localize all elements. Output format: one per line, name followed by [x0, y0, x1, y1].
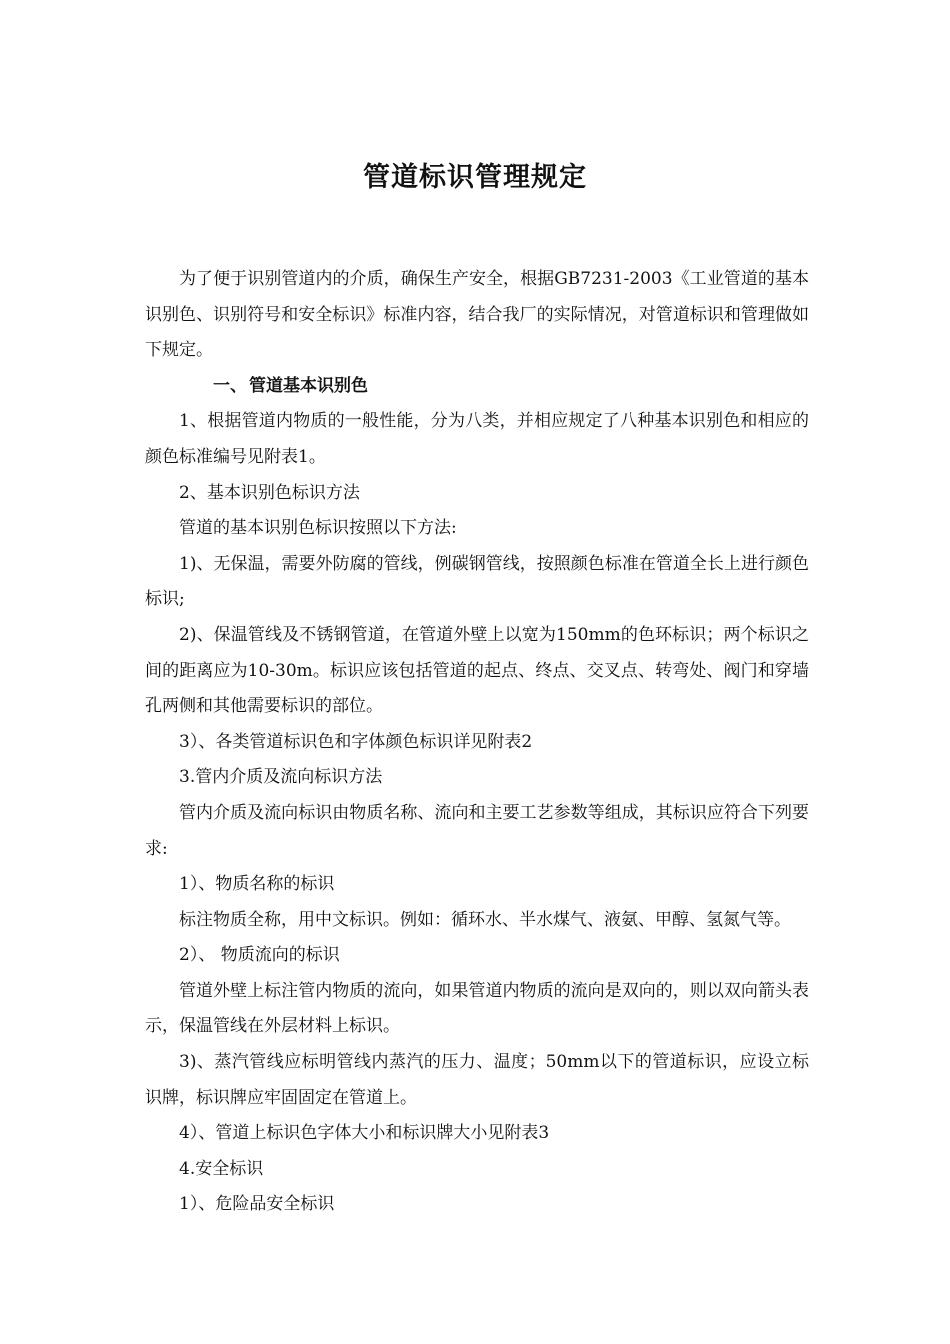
section-title: 管道基本识别色 [249, 375, 368, 396]
paragraph: 3.管内介质及流向标识方法 [179, 767, 383, 788]
paragraph: 管内介质及流向标识由物质名称、流向和主要工艺参数等组成，其标识应符合下列要求: [145, 802, 809, 859]
paragraph: 3)、蒸汽管线应标明管线内蒸汽的压力、温度；50mm以下的管道标识，应设立标识牌，标识牌应牢固固定在管道上。 [145, 1052, 809, 1108]
paragraph: 1)、无保温，需要外防腐的管线，例碳钢管线，按照颜色标准在管道全长上进行颜色标识; [145, 553, 809, 610]
paragraph: 1）、危险品安全标识 [179, 1194, 335, 1215]
section-heading [145, 369, 809, 405]
paragraph: 1、根据管道内物质的一般性能，分为八类，并相应规定了八种基本识别色和相应的颜色标准编号见附表1。 [145, 411, 809, 467]
paragraph: 管道的基本识别色标识按照以下方法: [179, 518, 457, 539]
paragraph: 3）、各类管道标识色和字体颜色标识详见附表2 [179, 731, 533, 752]
paragraph: 2)、保温管线及不锈钢管道，在管道外壁上以宽为150mm的色环标识；两个标识之间的距离应为10-30m。标识应该包括管道的起点、终点、交叉点、转弯处、阀门和穿墙孔两侧和其他需要标识的部位。 [145, 624, 809, 717]
paragraph: 管道外壁上标注管内物质的流向，如果管道内物质的流向是双向的，则以双向箭头表示，保温管线在外层材料上标识。 [145, 980, 809, 1037]
paragraph: 1）、物质名称的标识 [179, 874, 335, 895]
page-title: 管道标识管理规定 [363, 162, 587, 193]
paragraph: 4.安全标识 [179, 1158, 264, 1179]
paragraph: 2）、 物质流向的标识 [179, 945, 340, 966]
section-number: 一、 [213, 375, 247, 396]
paragraph: 4）、管道上标识色字体大小和标识牌大小见附表3 [179, 1123, 550, 1144]
paragraph: 2、基本识别色标识方法 [179, 482, 360, 503]
intro-paragraph: 为了便于识别管道内的介质，确保生产安全，根据GB7231-2003《工业管道的基本识别色、识别符号和安全标识》标准内容，结合我厂的实际情况，对管道标识和管理做如下规定。 [145, 269, 809, 361]
paragraph: 标注物质全称，用中文标识。例如：循环水、半水煤气、液氨、甲醇、氢氮气等。 [179, 909, 791, 930]
document-body [145, 262, 809, 1223]
